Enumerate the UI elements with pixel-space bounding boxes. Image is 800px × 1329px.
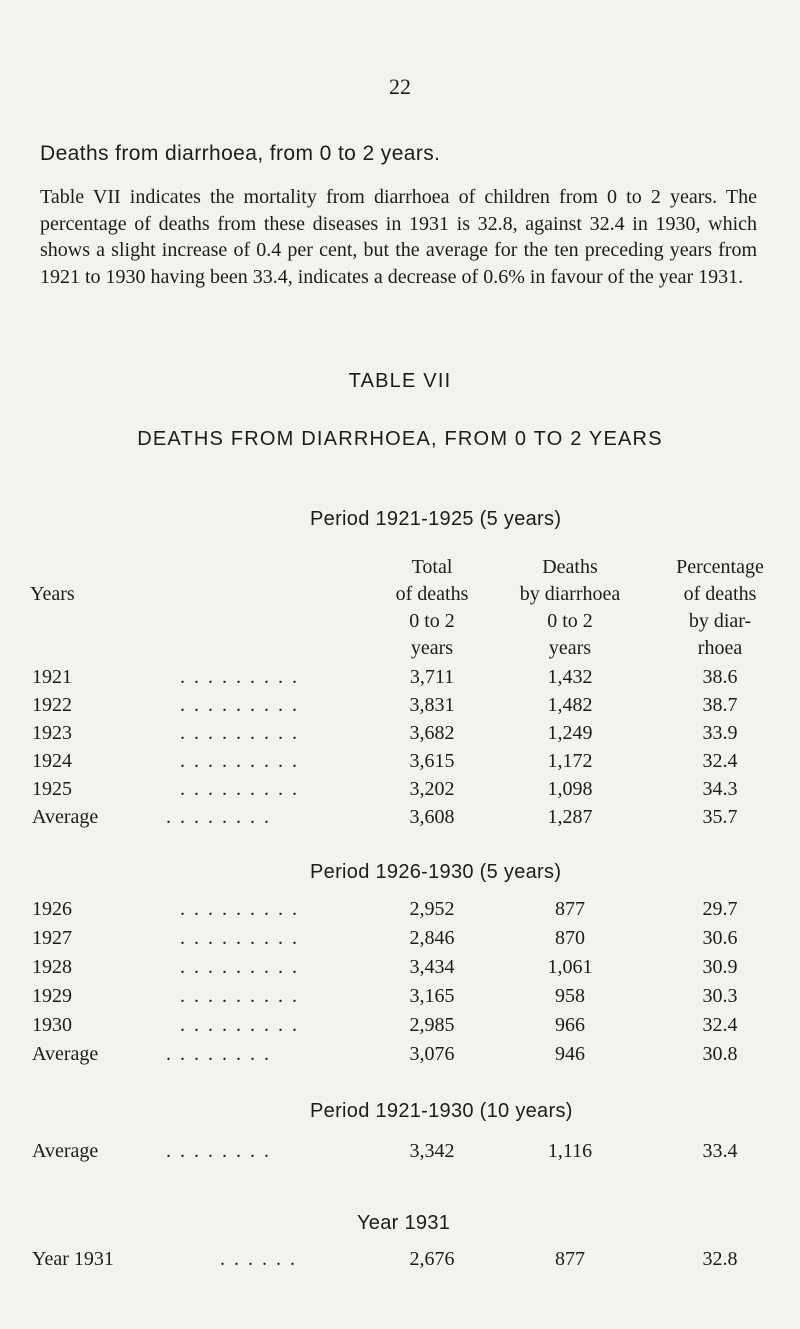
total-deaths-cell: 3,434 xyxy=(409,956,455,978)
total-deaths-cell: 3,608 xyxy=(409,806,455,828)
percentage-cell: 29.7 xyxy=(702,898,738,920)
year-cell: Average xyxy=(32,806,99,828)
diarrhoea-deaths-cell: 1,098 xyxy=(547,778,593,800)
dot-leader: . . . . . . . . . xyxy=(180,722,299,744)
table-title: TABLE VII xyxy=(348,370,452,392)
table-row xyxy=(0,927,800,953)
column-header-percentage: Percentage of deaths by diar- rhoea xyxy=(676,556,764,659)
diarrhoea-deaths-cell: 1,061 xyxy=(547,956,593,978)
dot-leader: . . . . . . . . . xyxy=(180,927,299,949)
year-cell: 1928 xyxy=(32,956,72,978)
diarrhoea-deaths-cell: 1,172 xyxy=(547,750,593,772)
percentage-cell: 38.7 xyxy=(702,694,738,716)
percentage-cell: 32.4 xyxy=(702,1014,738,1036)
dot-leader: . . . . . . . . xyxy=(166,1140,271,1162)
period-heading: Period 1926-1930 (5 years) xyxy=(310,861,562,883)
dot-leader: . . . . . . . . . xyxy=(180,694,299,716)
total-deaths-cell: 3,682 xyxy=(409,722,455,744)
percentage-cell: 32.4 xyxy=(702,750,738,772)
column-header-diarrhoea: Deaths by diarrhoea 0 to 2 years xyxy=(519,556,621,659)
percentage-cell: 33.9 xyxy=(702,722,738,744)
total-deaths-cell: 2,676 xyxy=(409,1248,455,1270)
dot-leader: . . . . . . . . . xyxy=(180,898,299,920)
year-cell: 1927 xyxy=(32,927,72,949)
diarrhoea-deaths-cell: 877 xyxy=(555,1248,585,1270)
table-row xyxy=(0,666,800,692)
year-cell: 1930 xyxy=(32,1014,72,1036)
total-deaths-cell: 3,165 xyxy=(409,985,455,1007)
dot-leader: . . . . . . . . . xyxy=(180,1014,299,1036)
year-cell: 1929 xyxy=(32,985,72,1007)
dot-leader: . . . . . . . . . xyxy=(180,666,299,688)
table-row xyxy=(0,694,800,720)
percentage-cell: 32.8 xyxy=(702,1248,738,1270)
percentage-cell: 33.4 xyxy=(702,1140,738,1162)
diarrhoea-deaths-cell: 966 xyxy=(555,1014,585,1036)
section-heading: Deaths from diarrhoea, from 0 to 2 years. xyxy=(40,142,441,165)
table-row xyxy=(0,750,800,776)
total-deaths-cell: 3,615 xyxy=(409,750,455,772)
total-deaths-cell: 2,985 xyxy=(409,1014,455,1036)
dot-leader: . . . . . . . . . xyxy=(180,985,299,1007)
year-cell: 1923 xyxy=(32,722,72,744)
diarrhoea-deaths-cell: 1,482 xyxy=(547,694,593,716)
table-subtitle: DEATHS FROM DIARRHOEA, FROM 0 TO 2 YEARS xyxy=(137,428,663,450)
diarrhoea-deaths-cell: 1,432 xyxy=(547,666,593,688)
year-cell: 1921 xyxy=(32,666,72,688)
total-deaths-cell: 2,952 xyxy=(409,898,455,920)
table-row xyxy=(0,722,800,748)
percentage-cell: 35.7 xyxy=(702,806,738,828)
column-header-years: Years xyxy=(30,583,75,605)
dot-leader: . . . . . . . . . xyxy=(180,956,299,978)
table-row xyxy=(0,1014,800,1040)
dot-leader: . . . . . . xyxy=(220,1248,297,1270)
dot-leader: . . . . . . . . xyxy=(166,1043,271,1065)
percentage-cell: 38.6 xyxy=(702,666,738,688)
percentage-cell: 30.6 xyxy=(702,927,738,949)
year-cell: Average xyxy=(32,1043,99,1065)
dot-leader: . . . . . . . . xyxy=(166,806,271,828)
percentage-cell: 30.8 xyxy=(702,1043,738,1065)
table-row xyxy=(0,956,800,982)
table-row xyxy=(0,1248,800,1274)
year-cell: 1924 xyxy=(32,750,72,772)
year-cell: Average xyxy=(32,1140,99,1162)
diarrhoea-deaths-cell: 877 xyxy=(555,898,585,920)
total-deaths-cell: 2,846 xyxy=(409,927,455,949)
diarrhoea-deaths-cell: 958 xyxy=(555,985,585,1007)
dot-leader: . . . . . . . . . xyxy=(180,778,299,800)
table-row xyxy=(0,1140,800,1166)
percentage-cell: 30.3 xyxy=(702,985,738,1007)
period-heading: Year 1931 xyxy=(357,1212,451,1234)
total-deaths-cell: 3,711 xyxy=(409,666,455,688)
percentage-cell: 30.9 xyxy=(702,956,738,978)
table-row xyxy=(0,985,800,1011)
year-cell: 1925 xyxy=(32,778,72,800)
total-deaths-cell: 3,342 xyxy=(409,1140,455,1162)
year-cell: Year 1931 xyxy=(32,1248,114,1270)
total-deaths-cell: 3,831 xyxy=(409,694,455,716)
column-header-total: Total of deaths 0 to 2 years xyxy=(395,556,469,659)
table-row xyxy=(0,778,800,804)
table-row xyxy=(0,1043,800,1069)
diarrhoea-deaths-cell: 1,249 xyxy=(547,722,593,744)
dot-leader: . . . . . . . . . xyxy=(180,750,299,772)
table-row xyxy=(0,806,800,832)
total-deaths-cell: 3,202 xyxy=(409,778,455,800)
page-number: 22 xyxy=(389,74,411,99)
diarrhoea-deaths-cell: 1,287 xyxy=(547,806,593,828)
percentage-cell: 34.3 xyxy=(702,778,738,800)
table-row xyxy=(0,898,800,924)
diarrhoea-deaths-cell: 870 xyxy=(555,927,585,949)
period-heading: Period 1921-1930 (10 years) xyxy=(310,1100,573,1122)
total-deaths-cell: 3,076 xyxy=(409,1043,455,1065)
period-heading: Period 1921-1925 (5 years) xyxy=(310,508,562,530)
year-cell: 1926 xyxy=(32,898,72,920)
diarrhoea-deaths-cell: 946 xyxy=(555,1043,585,1065)
year-cell: 1922 xyxy=(32,694,72,716)
diarrhoea-deaths-cell: 1,116 xyxy=(547,1140,593,1162)
intro-paragraph: Table VII indicates the mortality from diarrhoea of children from 0 to 2 years. The percentage of deaths from these diseases in 1931 is 32.8, against 32.4 in 1930, which shows a slight increase of 0.4 per cent, but the average for the ten preceding years from 1921 to 1930 having been 33.4, indicates a decrease of 0.6% in favour of the year 1931. xyxy=(40,186,757,288)
